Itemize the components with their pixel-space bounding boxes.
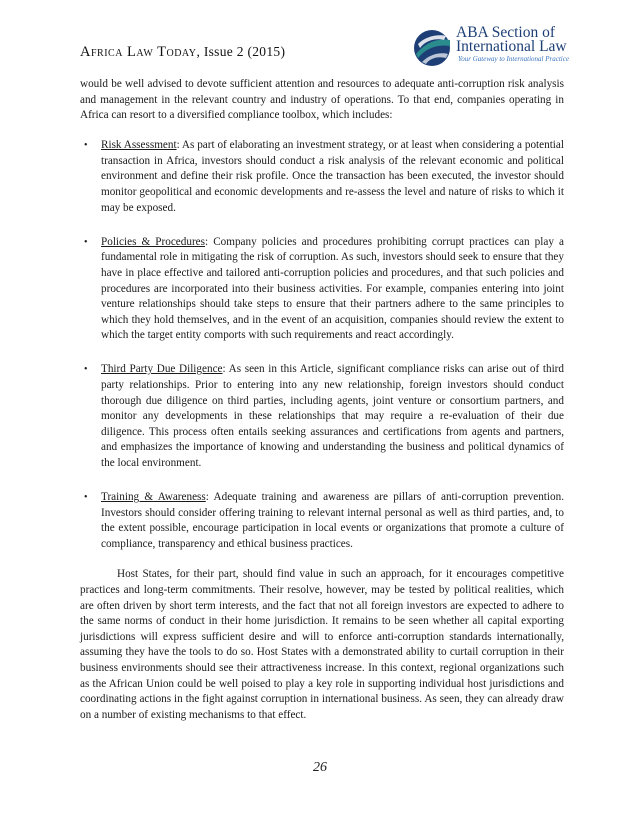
list-item-text: : As seen in this Article, significant compliance risks can arise out of third party relationships. Prior to entering into any new relationship, foreign investors should conduct thorough due diligence on third parties, including agents, joint venture or consortium partners, and monitor any developments in these relationships that may require a re-evaluation of their due diligence. This process often entails seeking assurances and certifications from agents and partners, and emphasizes the importance of knowing and understanding the business and political dynamics of the local environment.	[101, 363, 564, 469]
journal-issue: , Issue 2 (2015)	[196, 44, 286, 59]
aba-logo	[412, 24, 569, 68]
list-item	[80, 490, 564, 552]
bullet-icon: •	[84, 236, 88, 248]
list-item	[80, 235, 564, 344]
list-item	[80, 138, 564, 216]
list-item-text: : As part of elaborating an investment strategy, or at least when considering a potential transaction in Africa, investors should conduct a risk analysis of the relevant economic and political environment and define their risk profile. Once the transaction has been executed, the investor should monitor geopolitical and economic developments and re-assess the level and nature of risks to which it may be exposed.	[101, 139, 564, 214]
bullet-icon: •	[84, 492, 88, 504]
page-number: 26	[313, 760, 327, 775]
logo-line-2: International Law	[456, 38, 567, 55]
list-item-term: Policies & Procedures	[101, 235, 205, 248]
list-item-term: Training & Awareness	[101, 491, 206, 504]
compliance-toolbox-list	[80, 138, 564, 552]
bullet-icon: •	[84, 140, 88, 152]
logo-line-1: ABA Section of	[456, 24, 556, 41]
bullet-icon: •	[84, 364, 88, 376]
closing-paragraph: Host States, for their part, should find value in such an approach, for it encourages competitive practices and long-term commitments. Their resolve, however, may be tested by political realities, which are often driven by short term interests, and the fact that not all foreign investors are expected to adhere to the same norms of conduct in their home jurisdiction. It remains to be seen whether all capital exporting jurisdictions will express sufficient desire and will to enforce anti-corruption standards internationally, assuming they have the tools to do so. Host States with a demonstrated ability to curtail corruption in their business environments should see their attractiveness increase. In this context, regional organizations such as the African Union could be well poised to play a key role in supporting individual host jurisdictions and coordinating actions in the fight against corruption in international business. As seen, they can already draw on a number of existing mechanisms to that effect.	[80, 568, 564, 721]
list-item	[80, 362, 564, 471]
list-item-text: : Company policies and procedures prohibiting corrupt practices can play a fundamental role in mitigating the risk of corruption. As such, investors should seek to ensure that they have in place effective and tailored anti-corruption policies and procedures, and that such policies and procedures are incorporated into their business activities. For example, companies entering into joint venture relationships should take steps to ensure that their partners adhere to the same principles to which they hold themselves, and in the event of an acquisition, companies should review the extent to which the target entity comports with such requirements and react accordingly.	[101, 235, 564, 342]
list-item-text: : Adequate training and awareness are pillars of anti-corruption prevention. Investors should consider offering training to relevant internal personal as well as third parties, and, to the extent possible, encourage participation in local events or organizations that promote a culture of compliance, transparency and ethical business practices.	[101, 491, 564, 550]
journal-title: Africa Law Today	[80, 44, 197, 60]
logo-tagline: Your Gateway to International Practice	[458, 55, 569, 63]
journal-running-head	[80, 44, 285, 61]
intro-paragraph: would be well advised to devote sufficient attention and resources to adequate anti-corruption risk analysis and management in the relevant country and industry of operations. To that end, companies operating in Africa can resort to a diversified compliance toolbox, which includes:	[80, 78, 564, 122]
globe-logo-icon	[412, 28, 452, 68]
article-body	[80, 77, 564, 723]
page-header	[80, 24, 569, 68]
list-item-term: Risk Assessment	[101, 139, 177, 152]
list-item-term: Third Party Due Diligence	[101, 363, 223, 376]
